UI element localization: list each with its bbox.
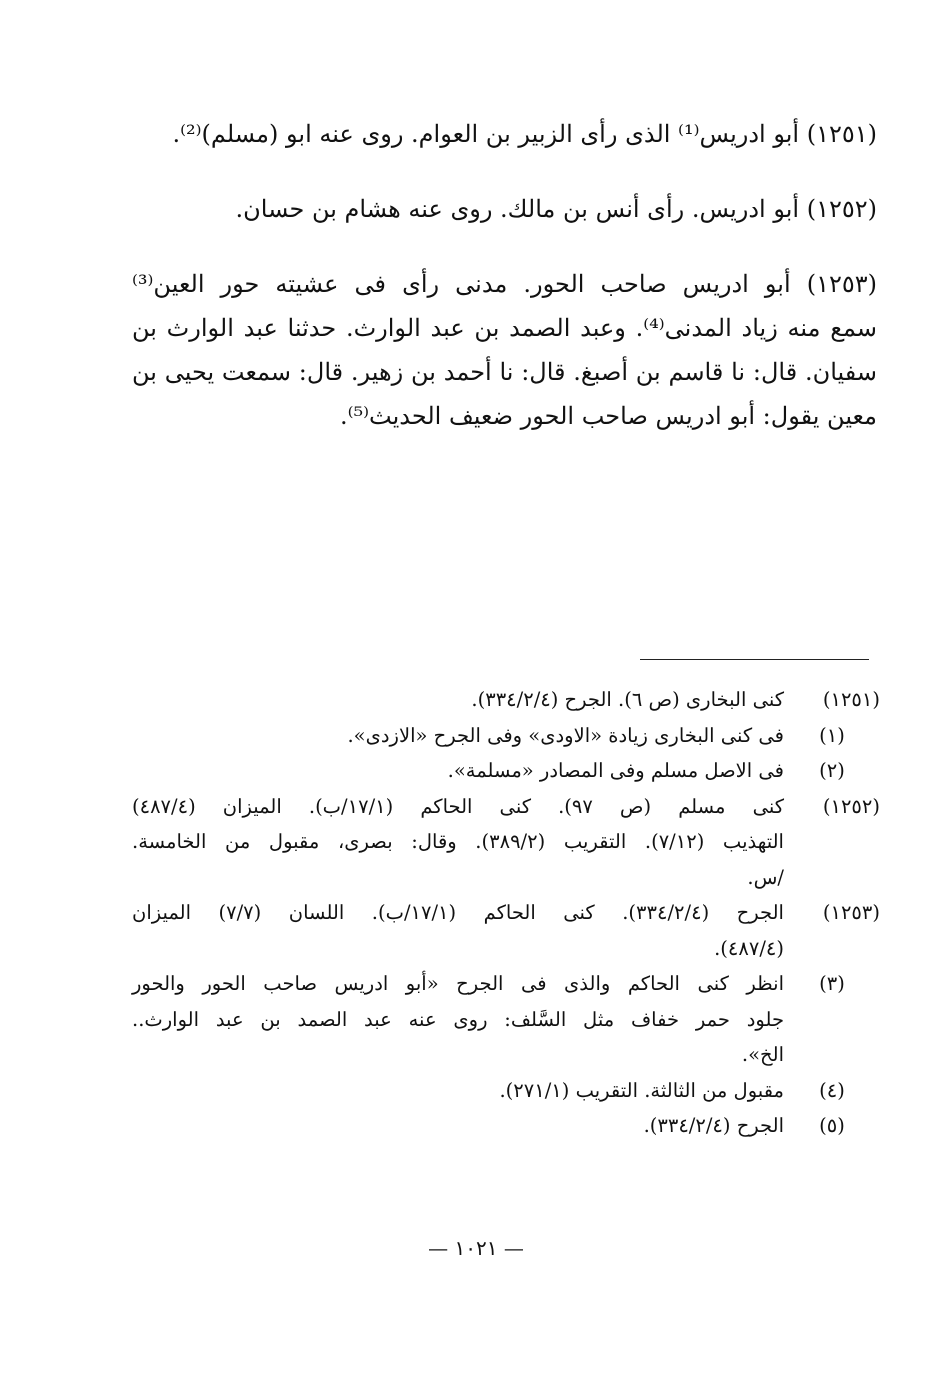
footnote-text xyxy=(132,682,784,718)
entry-1251 xyxy=(132,112,877,156)
footnote-text xyxy=(132,966,784,1073)
entry-1253 xyxy=(132,262,877,438)
footnote-text xyxy=(132,895,784,966)
footnote-number: (٢) xyxy=(819,759,845,782)
footnote-line: الجرح (٣٣٤/٢/٤). كنى الحاكم (١٧/١/ب). اللسان (٧/٧) الميزان xyxy=(132,901,784,924)
footnote-2 xyxy=(132,753,880,789)
footnote-text xyxy=(132,753,784,789)
footnote-line: مقبول من الثالثة. التقريب (٢٧١/١). xyxy=(499,1078,784,1102)
footnote-line: /س. xyxy=(747,865,784,889)
footnote-number: (٤) xyxy=(819,1078,845,1102)
footnote-line: فى كنى البخارى زيادة «الاودى» وفى الجرح «الازدى». xyxy=(347,723,784,747)
footnote-line: كنى البخارى (ص ٦). الجرح (٣٣٤/٢/٤). xyxy=(471,688,784,711)
footnote-number: (١٢٥٣) xyxy=(822,901,880,924)
footnote-4 xyxy=(132,1073,880,1109)
entry-line: (١٢٥٣) أبو ادريس صاحب الحور. مدنى رأى فى عشيته حور العين⁽³⁾ xyxy=(132,270,877,298)
footnote-number: (٥) xyxy=(819,1114,845,1137)
footnote-line: (٤٨٧/٤). xyxy=(714,936,784,960)
entry-line: سمع منه زياد المدنى⁽⁴⁾. وعبد الصمد بن عبد الوارث. حدثنا عبد الوارث بن xyxy=(132,314,877,342)
footnote-number: (١٢٥٢) xyxy=(822,794,880,818)
main-text xyxy=(132,112,877,438)
footnote-separator xyxy=(640,659,869,660)
footnotes xyxy=(132,682,880,1144)
footnote-line: الخ». xyxy=(741,1043,784,1066)
entry-line: سفيان. قال: نا قاسم بن أصبغ. قال: نا أحمد بن زهير. قال: سمعت يحيى بن xyxy=(132,358,877,386)
footnote-3 xyxy=(132,966,880,1073)
footnote-line: كنى مسلم (ص ٩٧). كنى الحاكم (١٧/١/ب). الميزان (٤٨٧/٤) xyxy=(132,794,784,818)
footnote-1253 xyxy=(132,895,880,966)
entry-line: (١٢٥١) أبو ادريس⁽¹⁾ الذى رأى الزبير بن العوام. روى عنه ابو (مسلم)⁽²⁾. xyxy=(172,120,877,148)
footnote-number: (١٢٥١) xyxy=(822,688,880,711)
entry-1252 xyxy=(132,187,877,231)
footnote-text xyxy=(132,718,784,754)
footnote-line: جلود حمر خفاف مثل السَّلف: روى عنه عبد الصمد بن عبد الوارث.. xyxy=(132,1007,784,1031)
footnote-text xyxy=(132,1073,784,1109)
footnote-text xyxy=(132,789,784,896)
page-number: — ١٠٢١ — xyxy=(428,1236,524,1260)
footnote-line: فى الاصل مسلم وفى المصادر «مسلمة». xyxy=(447,759,784,782)
footnote-number: (٣) xyxy=(819,972,845,995)
footnote-line: انظر كنى الحاكم والذى فى الجرح «أبو ادريس صاحب الحور والحور xyxy=(132,972,784,995)
footnote-line: الجرح (٣٣٤/٢/٤). xyxy=(643,1114,784,1137)
footnote-1 xyxy=(132,718,880,754)
entry-line: معين يقول: أبو ادريس صاحب الحور ضعيف الحديث⁽⁵⁾. xyxy=(339,402,877,430)
footnote-5 xyxy=(132,1108,880,1144)
footnote-1251 xyxy=(132,682,880,718)
footnote-number: (١) xyxy=(819,723,845,747)
entry-line: (١٢٥٢) أبو ادريس. رأى أنس بن مالك. روى عنه هشام بن حسان. xyxy=(235,195,877,223)
footnote-text xyxy=(132,1108,784,1144)
footnote-1252 xyxy=(132,789,880,896)
footnote-line: التهذيب (٧/١٢). التقريب (٣٨٩/٢). وقال: بصرى، مقبول من الخامسة. xyxy=(132,830,784,853)
